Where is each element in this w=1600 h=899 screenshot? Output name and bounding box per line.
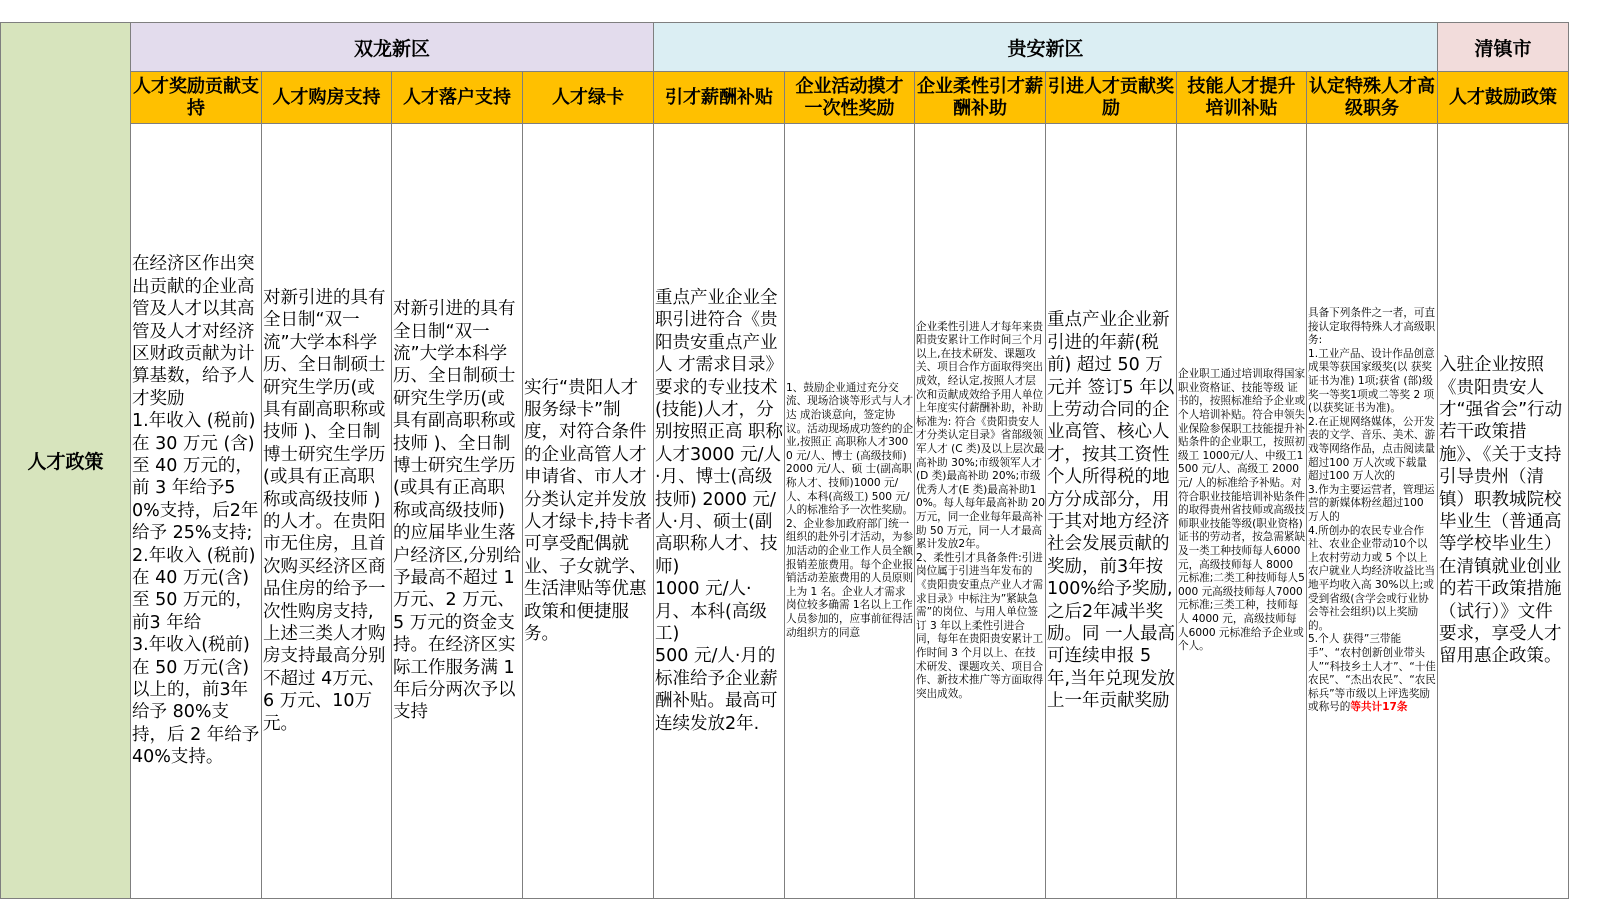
column-header: 人才落户支持 <box>392 72 523 124</box>
column-header: 企业柔性引才薪酬补助 <box>915 72 1046 124</box>
policy-cell <box>1307 124 1438 899</box>
policy-text: 具备下列条件之一者，可直接认定取得特殊人才高级职务: 1.工业产品、设计作品创意成果等获国家级奖(以 获奖证书为准) 1项;获省 (部)级奖一等奖1项或二等奖 2 项(以获奖证书为准)。 2.在正规网络媒体，公开发表的文学、音乐、美术、游戏等网络作品，点击阅读量超过100 万人次或下载量超过100 万人次的 3.作为主要运营者，管理运营的新媒体粉丝超过100 万人的 4.所创办的农民专业合作社、农业企业带动10个以上农村劳动力或 5 个以上农户就业人均经济收益比当地平均收入高 30%以上;或受到省级(含学会或行业协会等社会组织)以上奖励的。 5.个人 获得”三带能手”、“农村创新创业带头人”“科技乡土人才”、“十佳农民”、“杰出农民”、“农民标兵”等市级以上评选奖励或称号的 <box>1308 307 1436 714</box>
policy-cell <box>1046 124 1177 899</box>
policy-cell <box>262 124 392 899</box>
policy-table <box>0 22 1600 899</box>
policy-cell <box>131 124 262 899</box>
column-header: 人才奖励贡献支持 <box>131 72 262 124</box>
policy-text: 重点产业企业新引进的年薪(税前) 超过 50 万元并 签订5 年以上劳动合同的企业高管、核心人才，按其工资性个人所得税的地方分成部分，用于其对地方经济社会发展贡献的奖励，前3年按 100%给予奖励,之后2年减半奖励。同 一人最高可连续申报 5 年,当年兑现发放上一年贡献奖励 <box>1047 310 1176 712</box>
policy-text: 对新引进的具有全日制“双一流”大学本科学历、全日制硕士研究生学历(或具有副高职称或技师 )、全日制博士研究生学历(或具有正高职称或高级技师 ) 的人才。在贵阳市无住房，且首次购买经济区商品住房的给予一次性购房支持,上述三类人才购房支持最高分别不超过 4万元、6 万元、10万元。 <box>263 287 386 734</box>
row-label: 人才政策 <box>27 451 104 473</box>
policy-text: 实行“贵阳人才服务绿卡”制度，对符合条件的企业高管人才申请省、市人才分类认定并发放人才绿卡,持卡者可享受配偶就业、子女就学、生活津贴等优惠政策和便捷服务。 <box>524 377 653 645</box>
region-header-qingzhen: 清镇市 <box>1438 22 1569 72</box>
policy-text-block <box>1308 307 1437 715</box>
policy-text: 企业柔性引进人才每年来贵阳贵安累计工作时间三个月以上,在技术研发、课题攻关、项目合作方面取得突出成效，经认定,按照人才层次和贡献成效给予用人单位上年度实付薪酬补助，补助标准为: 符合《贵阳贵安人才分类认定目录》省部级领军人才 (C 类)及以上层次最高补助 30%;市级领军人才 (D 类)最高补助 20%;市级优秀人才(E 类)最高补助10%。每人每年最高补助 20 万元，同一企业每年最高补助 50 万元，同一人才最高累计发放2年。 2、柔性引才具备条件:引进岗位属于引进当年发布的《贵阳贵安重点产业人才需求目录》中标注为”紧缺急需”的岗位、与用人单位签订 3 年以上柔性引进合同，每年在贵阳贵安累计工作时间 3 个月以上、在技术研发、课题攻关、项目合作、新技术推广等方面取得突出成效。 <box>916 320 1045 700</box>
policy-text: 1、鼓励企业通过充分交流、现场洽谈等形式与人才达 成治谈意向，签定协议。活动现场成功签约的企业,按照正 高职称人才3000 元/人、博士 (高级技师) 2000 元/人、硕 士(副高职称人才、技师)1000 元/人、本科(高级工) 500 元/人的标准给予一次性奖励。 2、企业参加政府部门统一组织的赴外引才活动，为参加活动的企业工作人员全额报销差旅费用。每个企业报销活动差旅费用的人员原则上为 1 名。企业人才需求岗位较多确需 1名以上工作人员参加的，应事前征得活动组织方的同意 <box>786 381 914 639</box>
policy-cell <box>915 124 1046 899</box>
policy-cell <box>1438 124 1569 899</box>
policy-cell <box>785 124 915 899</box>
policy-cell <box>523 124 654 899</box>
policy-cell <box>1177 124 1307 899</box>
policy-text: 入驻企业按照《贵阳贵安人才“强省会”行动若干政策措施》、《关于支持引导贵州（清镇）职教城院校毕业生（普通高等学校毕业生）在清镇就业创业的若干政策措施（试行）》文件要求，享受人才留用惠企政策。 <box>1439 355 1563 667</box>
policy-cell <box>392 124 523 899</box>
region-header-shuanglong: 双龙新区 <box>131 22 654 72</box>
column-header: 引才薪酬补贴 <box>654 72 785 124</box>
policy-text: 重点产业企业全职引进符合《贵阳贵安重点产业人 才需求目录》要求的专业技术(技能)人才，分别按照正高 职称人才3000 元/人·月、博士(高级技师) 2000 元/人·月、硕士(副高职称人才、技师) 1000 元/人·月、本科(高级工) 500 元/人·月的标准给予企业薪酬补贴。最高可连续发放2年. <box>655 287 784 734</box>
region-header-guian: 贵安新区 <box>654 22 1438 72</box>
column-header: 企业活动摸才一次性奖励 <box>785 72 915 124</box>
highlight-note: 等共计17条 <box>1350 701 1408 714</box>
column-header: 人才绿卡 <box>523 72 654 124</box>
policy-text: 对新引进的具有全日制“双一流”大学本科学历、全日制硕士研究生学历(或具有副高职称或技师 )、全日制博士研究生学历(或具有正高职称或高级技师)的应届毕业生落户经济区,分别给予最高不超过 1 万元、2 万元、5 万元的资金支持。在经济区实际工作服务满 1 年后分两次予以支持 <box>393 299 522 723</box>
column-header: 人才鼓励政策 <box>1438 72 1569 124</box>
row-label-cell <box>0 22 131 899</box>
column-header: 认定特殊人才高级职务 <box>1307 72 1438 124</box>
column-header: 人才购房支持 <box>262 72 392 124</box>
column-header: 技能人才提升培训补贴 <box>1177 72 1307 124</box>
policy-text: 在经济区作出突出贡献的企业高管及人才以其高管及人才对经济区财政贡献为计算基数，给予人才奖励 1.年收入 (税前)在 30 万元 (含)至 40 万元的，前 3 年给予50%支持，后2年给予 25%支持; 2.年收入 (税前)在 40 万元(含)至 50 万元的，前3 年给 3.年收入(税前)在 50 万元(含)以上的，前3年给予 80%支持，后 2 年给予40%支持。 <box>132 254 260 768</box>
policy-text: 企业职工通过培训取得国家职业资格证、技能等级 证书的，按照标准给予企业或个人培训补贴。符合申领失业保险参保职工技能提升补贴条件的企业职工，按照初级工 1000元/人、中级工1500 元/人、高级工 2000 元/ 人的标准给予补贴。对符合职业技能培训补贴条件的取得贵州省技师或高级技师职业技能等级(职业资格)证书的劳动者，按急需紧缺及一类工种技师每人6000 元，高级技师每人 8000 元标准;二类工种技师每人5000 元高级技师每人7000 元标准;三类工种，技师每人 4000 元，高级技师每人6000 元标准给予企业或个人。 <box>1178 368 1307 653</box>
column-header: 引进人才贡献奖励 <box>1046 72 1177 124</box>
policy-cell <box>654 124 785 899</box>
